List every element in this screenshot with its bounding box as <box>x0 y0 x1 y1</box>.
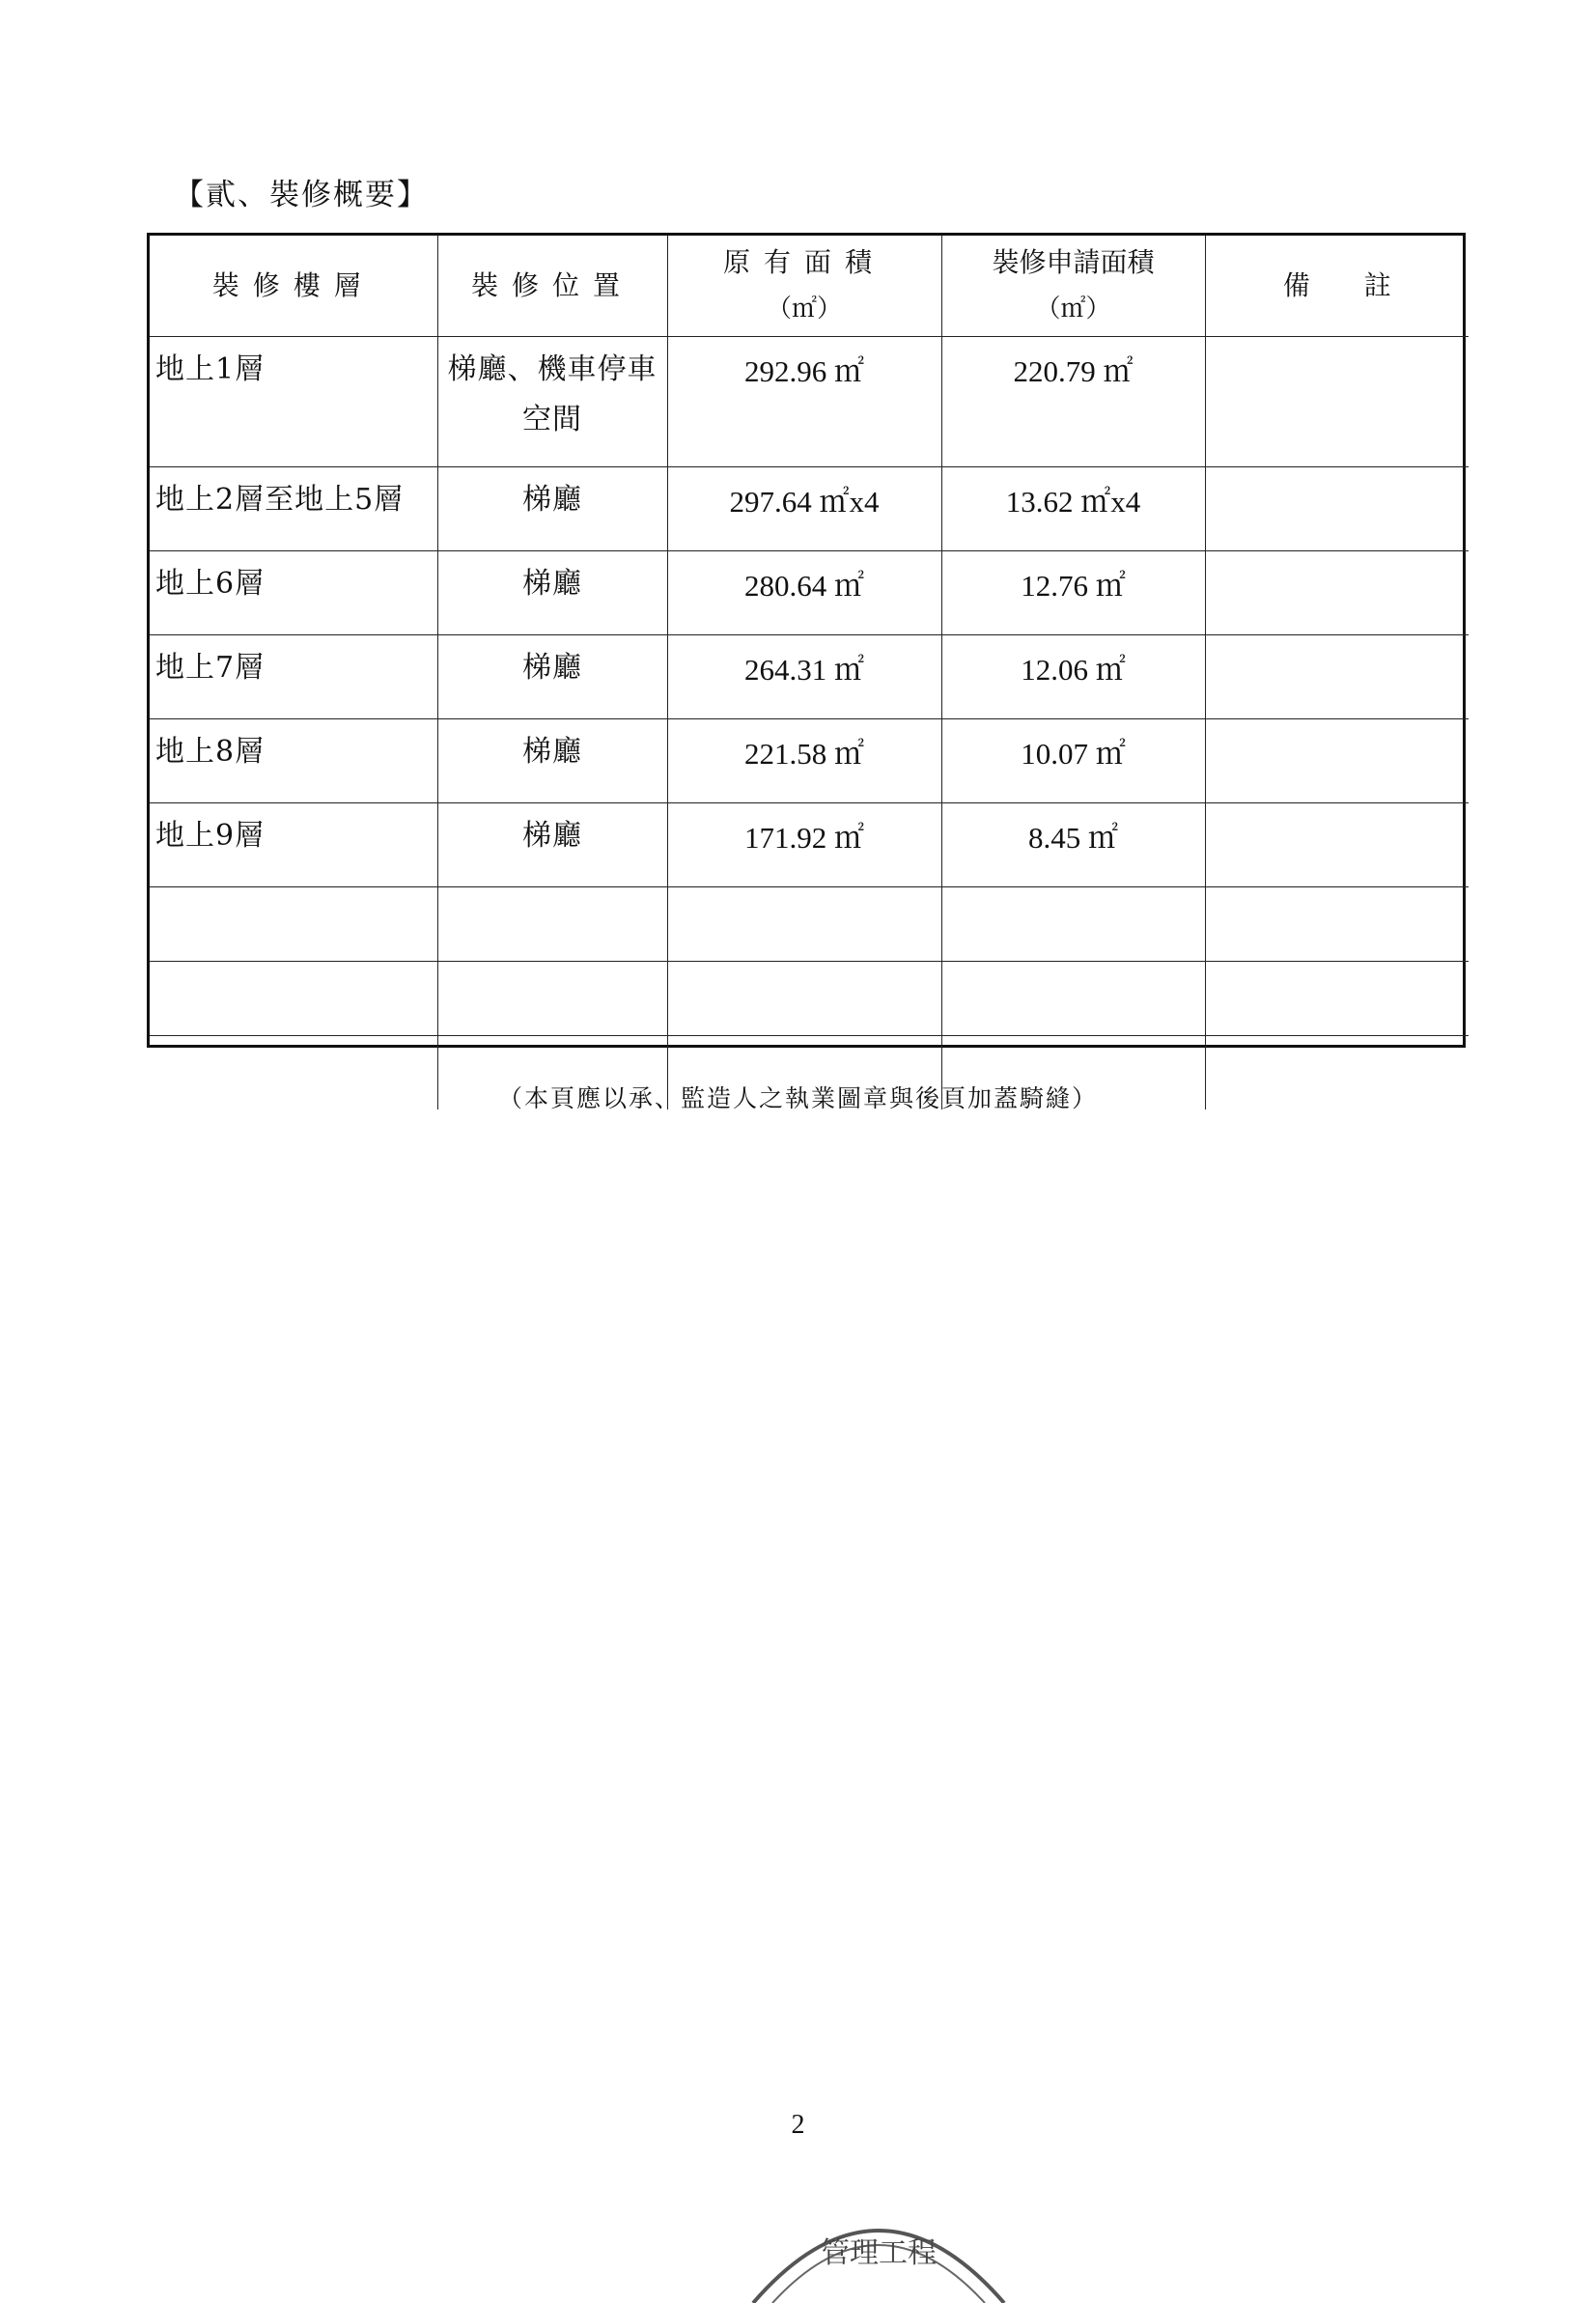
cell-applied-area: 13.62 ㎡x4 <box>941 467 1205 551</box>
cell-empty <box>1205 962 1469 1036</box>
cell-remarks <box>1205 337 1469 467</box>
cell-floor: 地上7層 <box>150 635 437 719</box>
section-heading: 【貳、裝修概要】 <box>174 178 429 212</box>
cell-remarks <box>1205 635 1469 719</box>
cell-location-line: 空間 <box>522 403 582 436</box>
cell-empty <box>150 887 437 962</box>
cell-remarks <box>1205 719 1469 803</box>
cell-location: 梯廳 <box>437 719 667 803</box>
header-applied-area <box>941 236 1205 337</box>
cell-applied-area: 8.45 ㎡ <box>941 803 1205 887</box>
cell-applied-area: 12.76 ㎡ <box>941 551 1205 635</box>
cell-applied-area: 12.06 ㎡ <box>941 635 1205 719</box>
table-row <box>150 337 1469 467</box>
cell-original-area: 280.64 ㎡ <box>667 551 941 635</box>
cell-original-area: 297.64 ㎡x4 <box>667 467 941 551</box>
table-row <box>150 803 1469 887</box>
table-row <box>150 719 1469 803</box>
table-row <box>150 467 1469 551</box>
cell-empty <box>1205 887 1469 962</box>
cell-remarks <box>1205 551 1469 635</box>
cell-floor: 地上9層 <box>150 803 437 887</box>
cell-original-area: 221.58 ㎡ <box>667 719 941 803</box>
cell-floor: 地上1層 <box>150 337 437 467</box>
cell-original-area: 264.31 ㎡ <box>667 635 941 719</box>
cell-empty <box>941 887 1205 962</box>
cell-location <box>437 337 667 467</box>
cell-remarks <box>1205 467 1469 551</box>
header-original-area-unit: （㎡） <box>766 295 842 323</box>
renovation-summary-table <box>150 236 1469 1109</box>
table-row <box>150 635 1469 719</box>
cell-empty <box>667 887 941 962</box>
cell-empty <box>437 962 667 1036</box>
seal-stamp <box>734 2168 1023 2303</box>
cell-empty <box>667 962 941 1036</box>
cell-floor: 地上8層 <box>150 719 437 803</box>
table-row-empty <box>150 962 1469 1036</box>
cell-location: 梯廳 <box>437 467 667 551</box>
header-remarks: 備 註 <box>1205 236 1469 337</box>
cell-location-line: 梯廳、機車停車 <box>447 352 658 386</box>
cell-location: 梯廳 <box>437 551 667 635</box>
table-header-row <box>150 236 1469 337</box>
table-row <box>150 551 1469 635</box>
cell-empty <box>437 887 667 962</box>
cell-floor: 地上2層至地上5層 <box>150 467 437 551</box>
footnote: （本頁應以承、監造人之執業圖章與後頁加蓋騎縫） <box>497 1084 1098 1112</box>
table-row-empty <box>150 887 1469 962</box>
cell-empty <box>941 962 1205 1036</box>
stamp-text: 管理工程 <box>821 2236 937 2270</box>
cell-location: 梯廳 <box>437 803 667 887</box>
header-applied-area-unit: （㎡） <box>1035 295 1111 323</box>
cell-remarks <box>1205 803 1469 887</box>
renovation-summary-table-frame <box>147 233 1466 1048</box>
header-original-area <box>667 236 941 337</box>
cell-empty <box>150 962 437 1036</box>
cell-original-area: 171.92 ㎡ <box>667 803 941 887</box>
cell-applied-area: 220.79 ㎡ <box>941 337 1205 467</box>
cell-applied-area: 10.07 ㎡ <box>941 719 1205 803</box>
cell-floor: 地上6層 <box>150 551 437 635</box>
page-number: 2 <box>791 2110 805 2140</box>
header-floor: 裝修樓層 <box>150 236 437 337</box>
header-applied-area-label: 裝修申請面積 <box>992 246 1155 278</box>
header-original-area-label: 原有面積 <box>722 246 885 278</box>
header-location: 裝修位置 <box>437 236 667 337</box>
cell-location: 梯廳 <box>437 635 667 719</box>
cell-original-area: 292.96 ㎡ <box>667 337 941 467</box>
